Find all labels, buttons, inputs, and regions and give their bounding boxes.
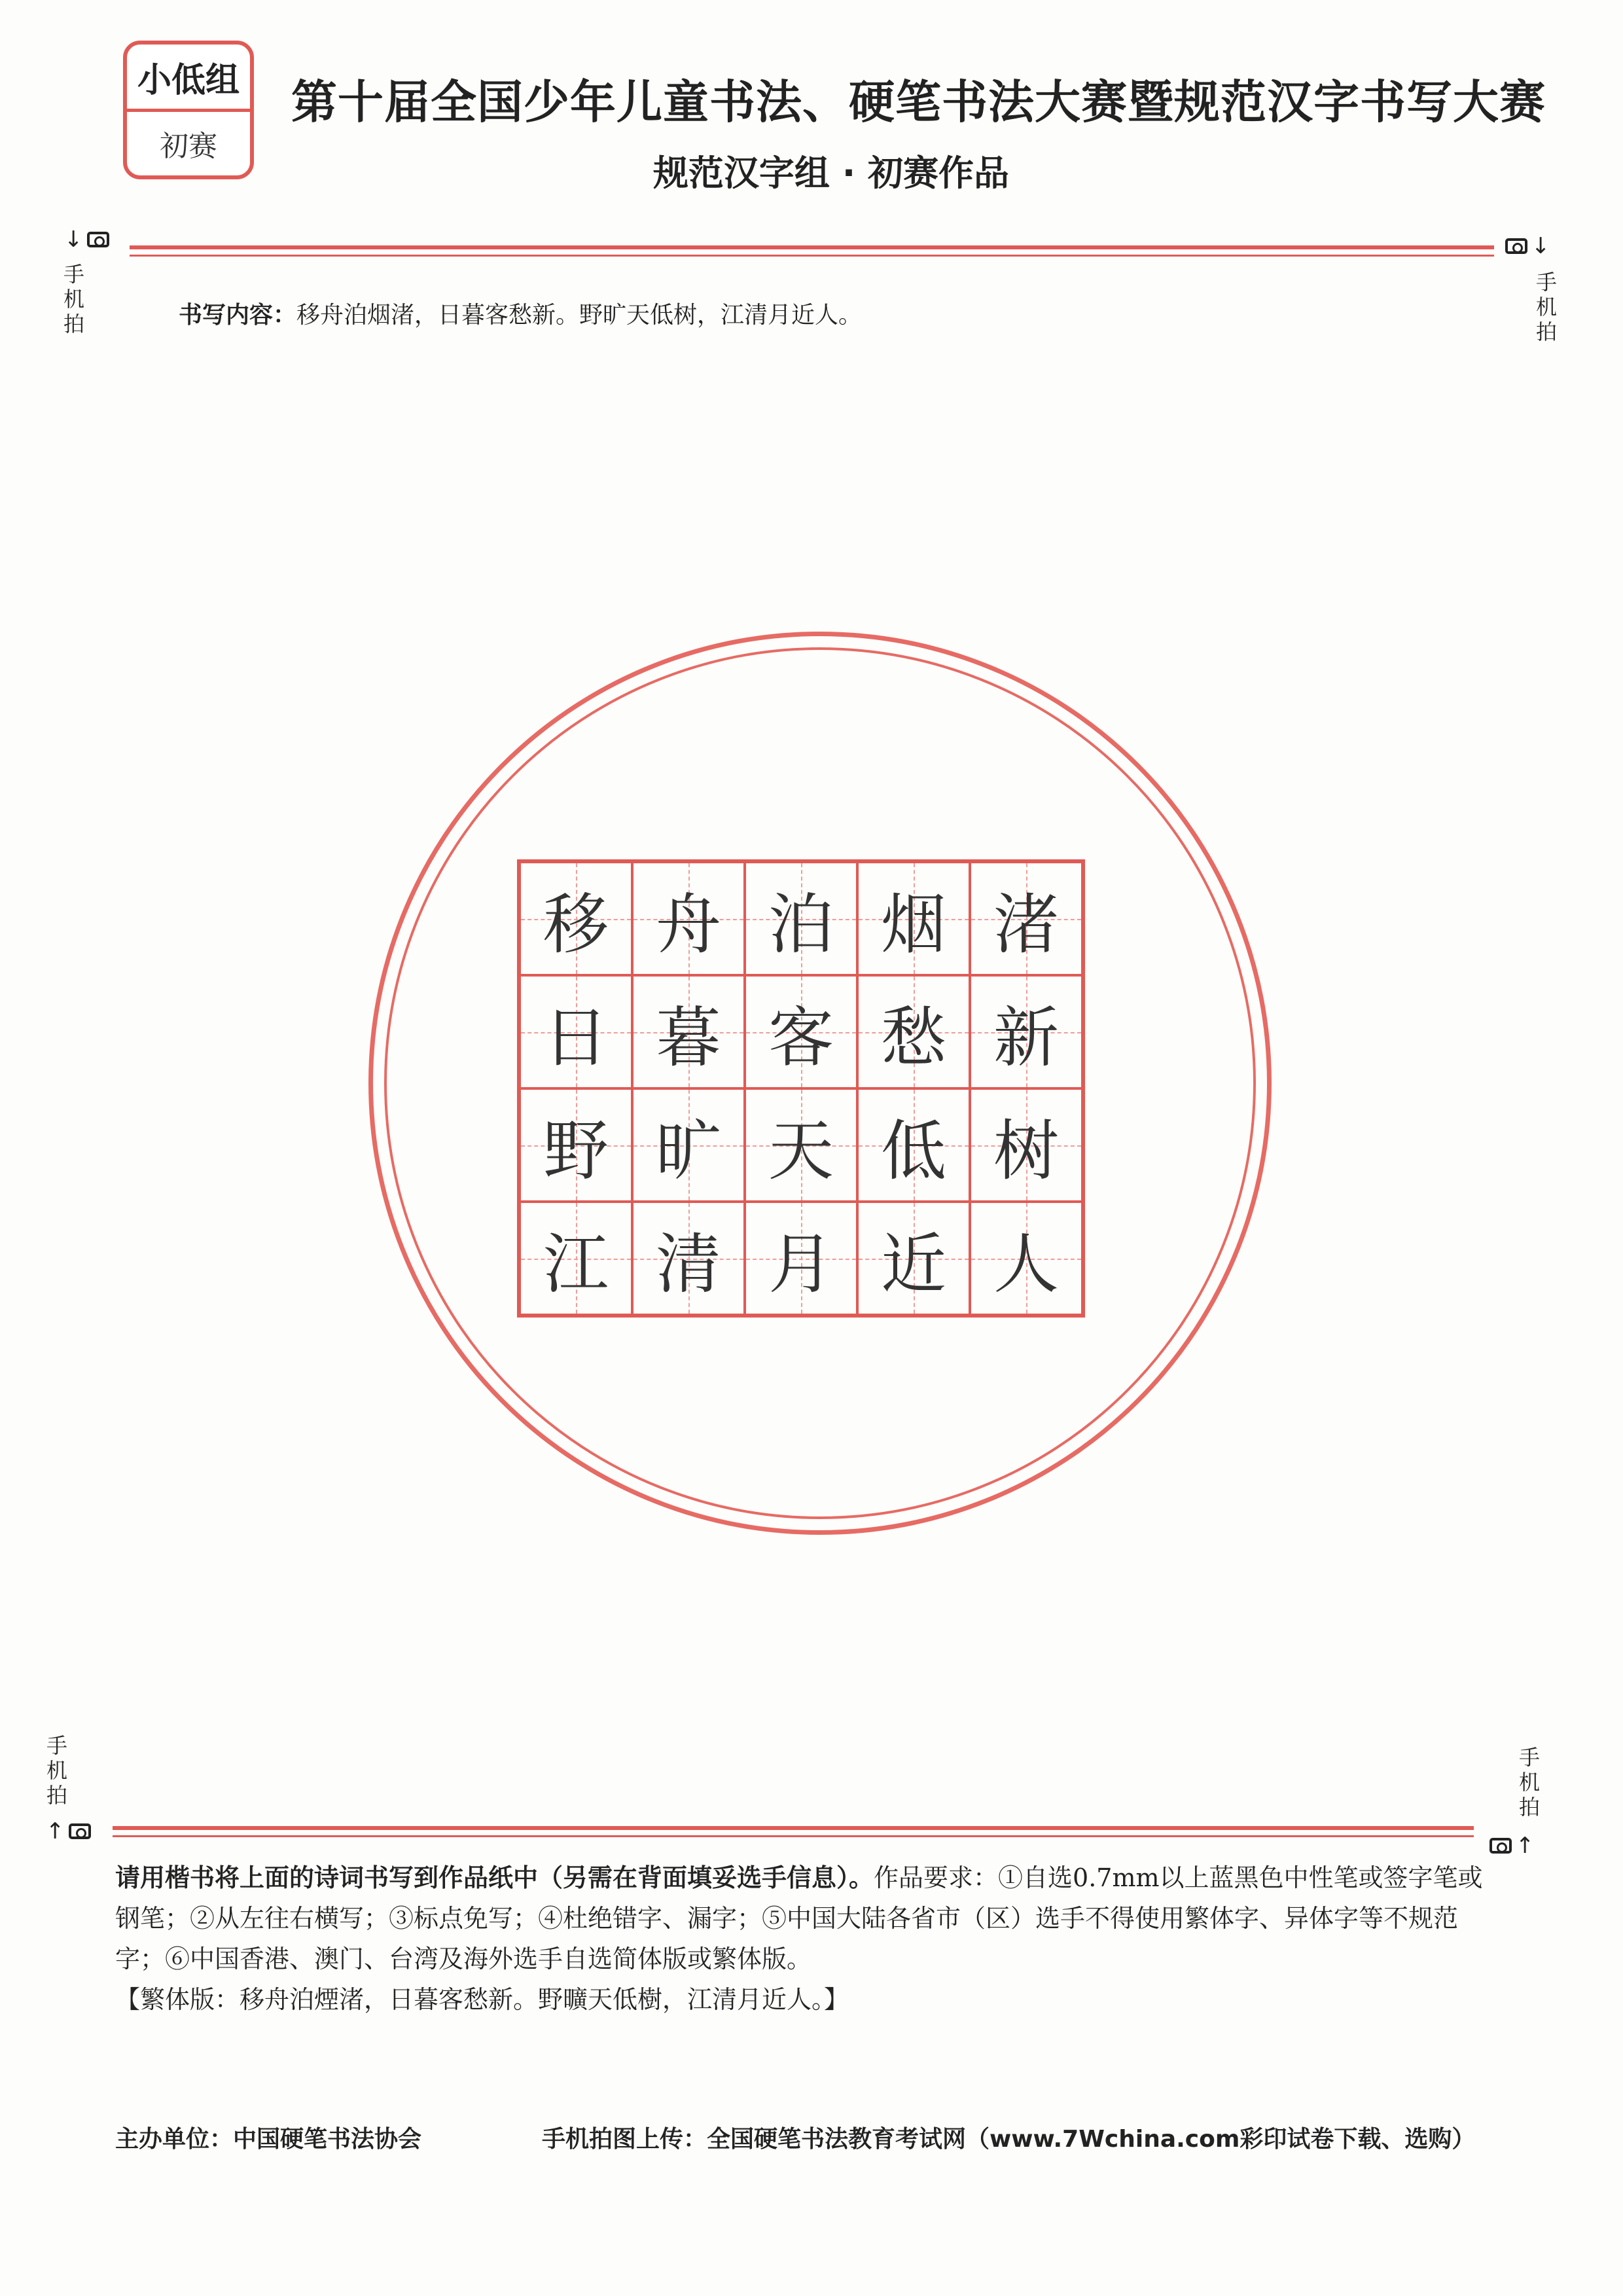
footer-upload-info: 手机拍图上传：全国硬笔书法教育考试网（www.7Wchina.com彩印试卷下载、选购） (542, 2126, 1476, 2153)
instructions-lead: 请用楷书将上面的诗词书写到作品纸中（另需在背面填妥选手信息）。 (115, 1863, 874, 1892)
grid-cell: 树 (970, 1088, 1082, 1202)
grid-cell: 江 (520, 1202, 632, 1315)
page-subtitle: 规范汉字组 · 初赛作品 (652, 152, 1010, 194)
camera-icon (1505, 238, 1527, 254)
camera-icon (87, 232, 109, 247)
arrow-down-icon: ↓ (1531, 233, 1550, 259)
grid-cell: 日 (520, 975, 632, 1088)
page-title: 第十届全国少年儿童书法、硬笔书法大赛暨规范汉字书写大赛 (291, 75, 1546, 129)
instructions-body: 作品要求：①自选0.7mm以上蓝黑色中性笔或签字笔或钢笔；②从左往右横写；③标点免写；④杜绝错字、漏字；⑤中国大陆各省市（区）选手不得使用繁体字、异体字等不规范字；⑥中国香港、澳门、台湾及海外选手自选简体版或繁体版。 (115, 1863, 1483, 1973)
grid-cell: 清 (632, 1202, 745, 1315)
grid-cell: 暮 (632, 975, 745, 1088)
grid-cell: 人 (970, 1202, 1082, 1315)
photo-label-top-right: 手 机 拍 (1535, 270, 1557, 344)
grid-cell: 月 (745, 1202, 857, 1315)
footer-organizer: 主办单位：中国硬笔书法协会 (115, 2126, 422, 2153)
top-divider-thin (130, 255, 1494, 257)
badge-stage-label: 初赛 (160, 130, 217, 163)
instructions (115, 1857, 1489, 2020)
grid-cell: 愁 (857, 975, 970, 1088)
grid-cell: 近 (857, 1202, 970, 1315)
photo-label-bottom-right: 手 机 拍 (1518, 1745, 1540, 1820)
grid-cell: 低 (857, 1088, 970, 1202)
grid-cell: 旷 (632, 1088, 745, 1202)
writing-content (179, 296, 862, 330)
writing-content-label: 书写内容： (179, 302, 297, 329)
arrow-up-icon: ↑ (46, 1818, 65, 1844)
photo-mark-bottom-left (46, 1818, 91, 1844)
grid-cell: 移 (520, 862, 632, 975)
grid-cell: 泊 (745, 862, 857, 975)
badge-group-label: 小低组 (127, 45, 250, 112)
top-divider (130, 245, 1494, 249)
grid-cell: 烟 (857, 862, 970, 975)
photo-label-bottom-left: 手 机 拍 (46, 1733, 67, 1808)
writing-content-text: 移舟泊烟渚，日暮客愁新。野旷天低树，江清月近人。 (296, 302, 863, 329)
camera-icon (1489, 1838, 1512, 1854)
instructions-traditional: 【繁体版：移舟泊煙渚，日暮客愁新。野曠天低樹，江清月近人。】 (115, 1985, 849, 2014)
arrow-down-icon: ↓ (64, 226, 83, 253)
grid-cell: 新 (970, 975, 1082, 1088)
photo-label-top-left: 手 机 拍 (63, 262, 84, 336)
grid-cell: 天 (745, 1088, 857, 1202)
bottom-divider-thin (113, 1835, 1474, 1837)
photo-mark-top-left (64, 226, 109, 253)
camera-icon (69, 1823, 91, 1839)
writing-grid (517, 859, 1085, 1318)
group-badge (123, 41, 254, 179)
bottom-divider (113, 1826, 1474, 1830)
grid-cell: 渚 (970, 862, 1082, 975)
grid-cell: 野 (520, 1088, 632, 1202)
grid-cell: 客 (745, 975, 857, 1088)
photo-mark-bottom-right (1489, 1833, 1535, 1859)
grid-cell: 舟 (632, 862, 745, 975)
arrow-up-icon: ↑ (1516, 1833, 1535, 1859)
photo-mark-top-right (1505, 233, 1550, 259)
